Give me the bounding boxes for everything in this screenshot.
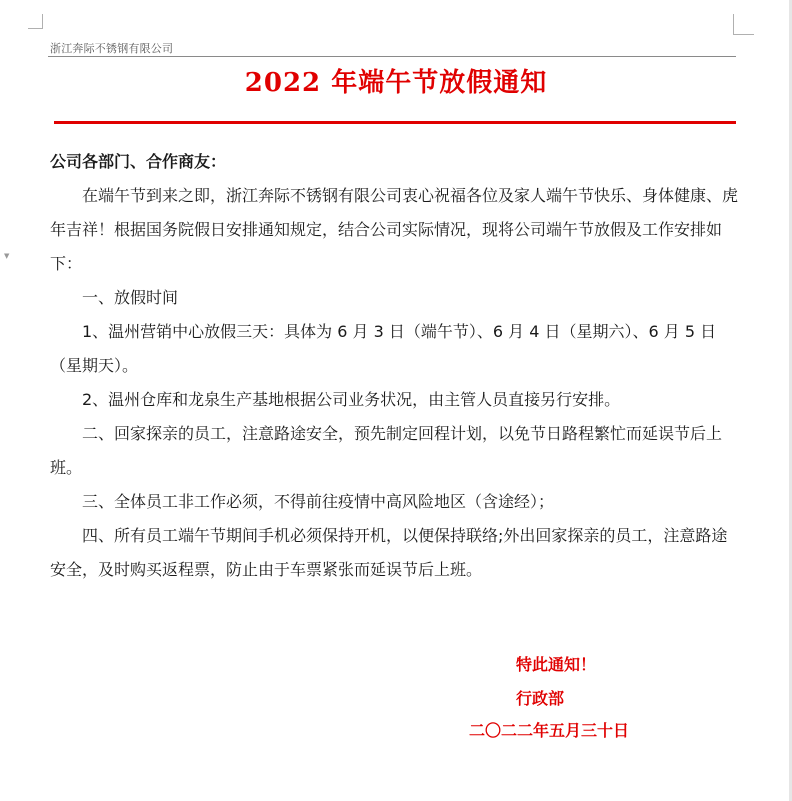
document-title: 2022 年端午节放假通知 [244,68,548,98]
paragraph-section-4: 四、所有员工端午节期间手机必须保持开机，以便保持联络;外出回家探亲的员工，注意路途安全，及时购买返程票，防止由于车票紧张而延误节后上班。 [50,526,728,579]
margin-corner-mark-top-left [28,14,43,29]
signature-date: 二〇二二年五月三十日 [469,721,630,740]
margin-caret-icon: ▼ [4,252,10,260]
paragraph-section-3: 三、全体员工非工作必须，不得前往疫情中高风险地区（含途经）； [82,492,555,511]
salutation: 公司各部门、合作商友： [50,152,227,171]
signature-department: 行政部 [516,689,565,708]
paragraph-section-2: 二、回家探亲的员工，注意路途安全，预先制定回程计划，以免节日路程繁忙而延误节后上班。 [50,424,723,477]
header-rule [48,56,736,57]
signature-notice: 特此通知！ [516,655,597,674]
title-rule [54,121,736,124]
paragraph-section-1-item-1: 1、温州营销中心放假三天：具体为 6 月 3 日（端午节）、6 月 4 日（星期六）、6 月 5 日（星期天）。 [50,322,717,375]
document-body [50,145,738,587]
paragraph-section-1-item-2: 2、温州仓库和龙泉生产基地根据公司业务状况，由主管人员直接另行安排。 [82,390,621,409]
paragraph-section-1-heading: 一、放假时间 [82,288,179,307]
page-header-company: 浙江奔际不锈钢有限公司 [50,42,174,55]
margin-corner-mark-top-right [733,14,754,35]
paragraph-intro: 在端午节到来之即，浙江奔际不锈钢有限公司衷心祝福各位及家人端午节快乐、身体健康、虎年吉祥！根据国务院假日安排通知规定，结合公司实际情况，现将公司端午节放假及工作安排如下： [50,186,739,273]
